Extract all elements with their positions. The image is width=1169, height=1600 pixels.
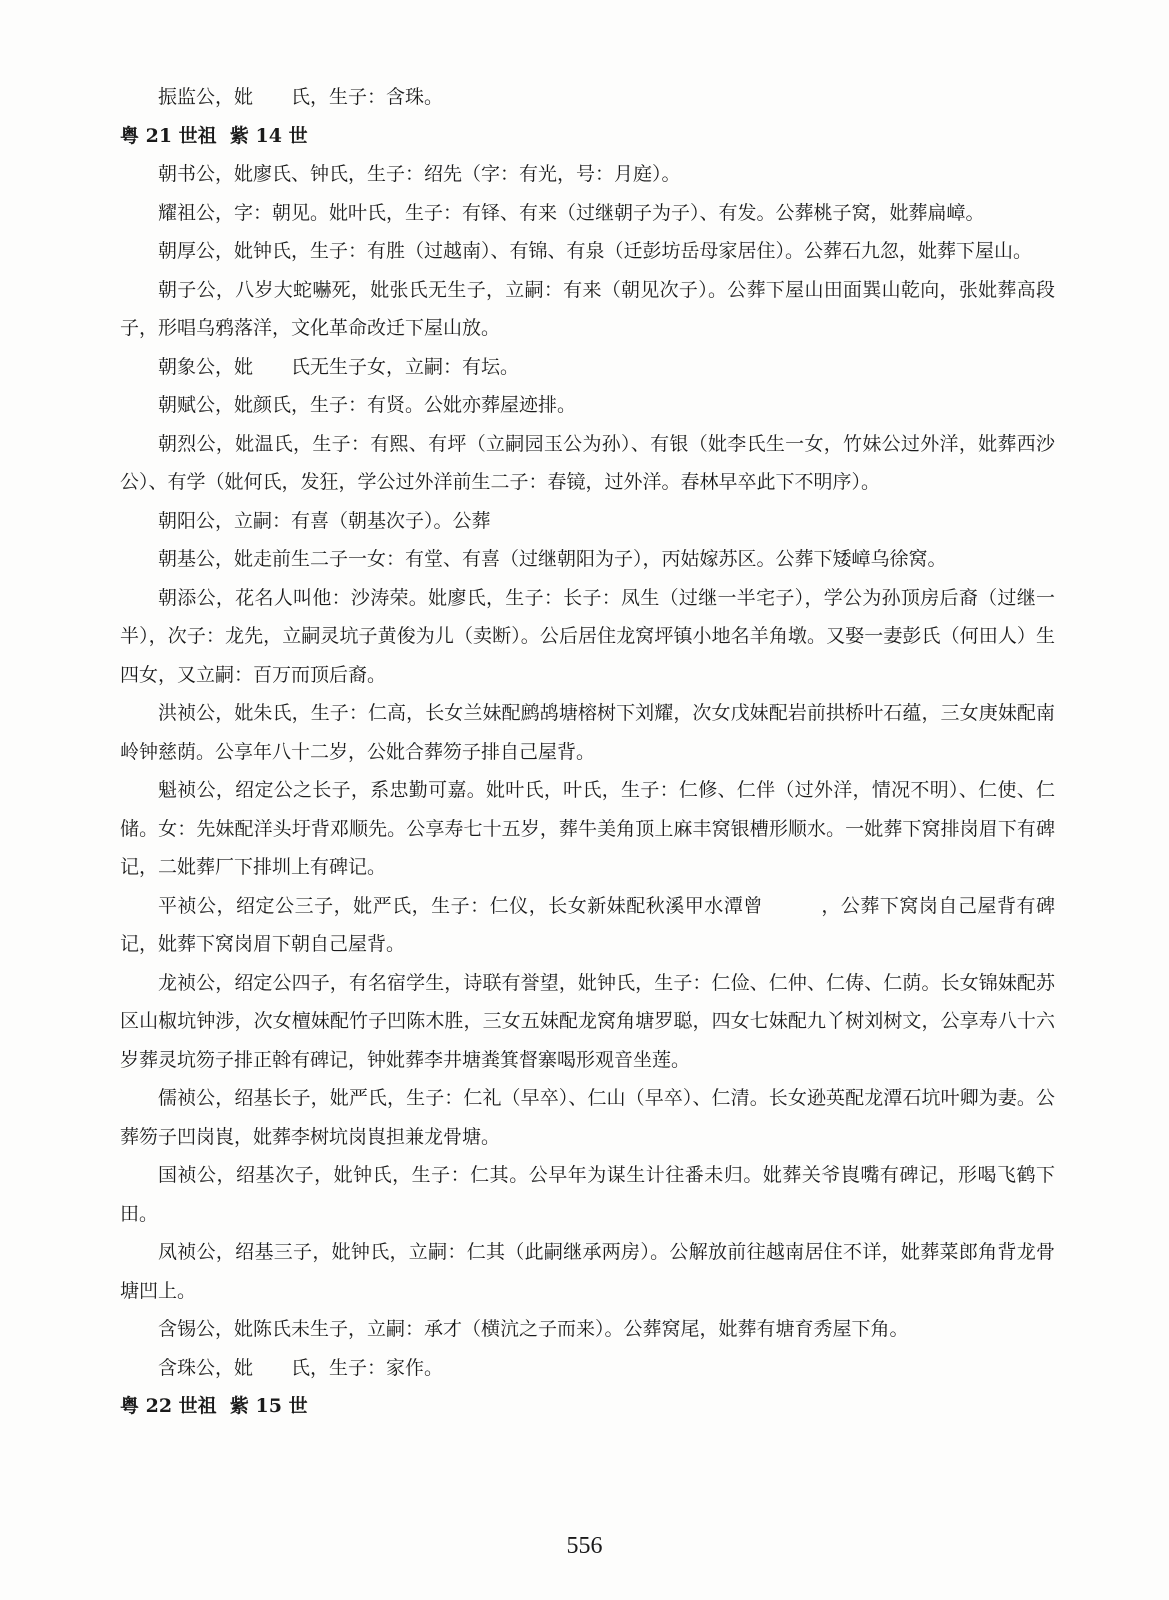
genealogy-paragraph: 魁祯公，绍定公之长子，系忠勤可嘉。妣叶氏，叶氏，生子：仁修、仁伴（过外洋，情况不明）、仁使、仁储。女：先妹配洋头圩背邓顺先。公享寿七十五岁，葬牛美角顶上麻丰窝银槽形顺水。一妣葬下窝排岗眉下有碑记，二妣葬厂下排圳上有碑记。: [120, 779, 1055, 878]
generation-heading: 粤 22 世祖 紫 15 世: [120, 1395, 308, 1417]
genealogy-paragraph: 朝子公，八岁大蛇嚇死，妣张氏无生子，立嗣：有来（朝见次子）。公葬下屋山田面巽山乾向，张妣葬高段子，形唱乌鸦落洋，文化革命改迁下屋山放。: [120, 278, 1055, 339]
genealogy-paragraph: 朝书公，妣廖氏、钟氏，生子：绍先（字：有光，号：月庭）。: [158, 163, 681, 185]
document-body: [120, 78, 1055, 1426]
genealogy-paragraph: 含珠公，妣 氏，生子：家作。: [158, 1356, 444, 1379]
genealogy-paragraph: 龙祯公，绍定公四子，有名宿学生，诗联有誉望，妣钟氏，生子：仁俭、仁仲、仁俦、仁荫。长女锦妹配苏区山椒坑钟涉，次女檀妹配竹子凹陈木胜，三女五妹配龙窝角塘罗聪，四女七妹配九丫树刘树文，公享寿八十六岁葬灵坑笏子排正斡有碑记，钟妣葬李井塘粪箕督寨喝形观音坐莲。: [120, 971, 1055, 1071]
genealogy-paragraph: 朝赋公，妣颜氏，生子：有贤。公妣亦葬屋迹排。: [158, 394, 577, 416]
page-number: 556: [566, 1533, 603, 1559]
genealogy-paragraph: 凤祯公，绍基三子，妣钟氏，立嗣：仁其（此嗣继承两房）。公解放前往越南居住不详，妣葬菜郎角背龙骨塘凹上。: [120, 1241, 1055, 1302]
genealogy-paragraph: 儒祯公，绍基长子，妣严氏，生子：仁礼（早卒）、仁山（早卒）、仁清。长女逊英配龙潭石坑叶卿为妻。公葬笏子凹岗崀，妣葬李树坑岗崀担兼龙骨塘。: [120, 1087, 1055, 1148]
genealogy-paragraph: 朝添公，花名人叫他：沙涛荣。妣廖氏，生子：长子：凤生（过继一半宅子），学公为孙顶房后裔（过继一半），次子：龙先，立嗣灵坑子黄俊为儿（卖断）。公后居住龙窝坪镇小地名羊角墩。又娶一妻彭氏（何田人）生四女，又立嗣：百万而顶后裔。: [120, 586, 1055, 686]
genealogy-paragraph: 耀祖公，字：朝见。妣叶氏，生子：有铎、有来（过继朝子为子）、有发。公葬桃子窝，妣葬扁嶂。: [158, 201, 985, 224]
genealogy-paragraph: 洪祯公，妣朱氏，生子：仁高，长女兰妹配鹧鸪塘榕树下刘耀，次女戊妹配岩前拱桥叶石蕴，三女庚妹配南岭钟慈荫。公享年八十二岁，公妣合葬笏子排自己屋背。: [120, 702, 1055, 763]
generation-heading: 粤 21 世祖 紫 14 世: [120, 124, 308, 147]
genealogy-paragraph: 朝烈公，妣温氏，生子：有熙、有坪（立嗣园玉公为孙）、有银（妣李氏生一女，竹妹公过外洋，妣葬西沙公）、有学（妣何氏，发狂，学公过外洋前生二子：春镜，过外洋。春林早卒此下不明序）。: [120, 432, 1055, 493]
genealogy-paragraph: 朝阳公，立嗣：有喜（朝基次子）。公葬: [158, 509, 491, 532]
genealogy-paragraph: 朝基公，妣走前生二子一女：有堂、有喜（过继朝阳为子），丙姑嫁苏区。公葬下矮嶂乌徐窝。: [158, 548, 947, 570]
genealogy-paragraph: 朝象公，妣 氏无生子女，立嗣：有坛。: [158, 355, 520, 378]
genealogy-paragraph: 国祯公，绍基次子，妣钟氏，生子：仁其。公早年为谋生计往番未归。妣葬关爷崀嘴有碑记，形喝飞鹤下田。: [120, 1164, 1055, 1225]
genealogy-paragraph: 平祯公，绍定公三子，妣严氏，生子：仁仪，长女新妹配秋溪甲水潭曾 ，公葬下窝岗自己屋背有碑记，妣葬下窝岗眉下朝自己屋背。: [120, 894, 1055, 955]
genealogy-paragraph: 朝厚公，妣钟氏，生子：有胜（过越南）、有锦、有泉（迁彭坊岳母家居住）。公葬石九忽，妣葬下屋山。: [158, 240, 1033, 262]
genealogy-paragraph: 振监公，妣 氏，生子：含珠。: [158, 86, 444, 108]
genealogy-paragraph: 含锡公，妣陈氏未生子，立嗣：承才（横沆之子而来）。公葬窝尾，妣葬有塘育秀屋下角。: [158, 1318, 909, 1340]
